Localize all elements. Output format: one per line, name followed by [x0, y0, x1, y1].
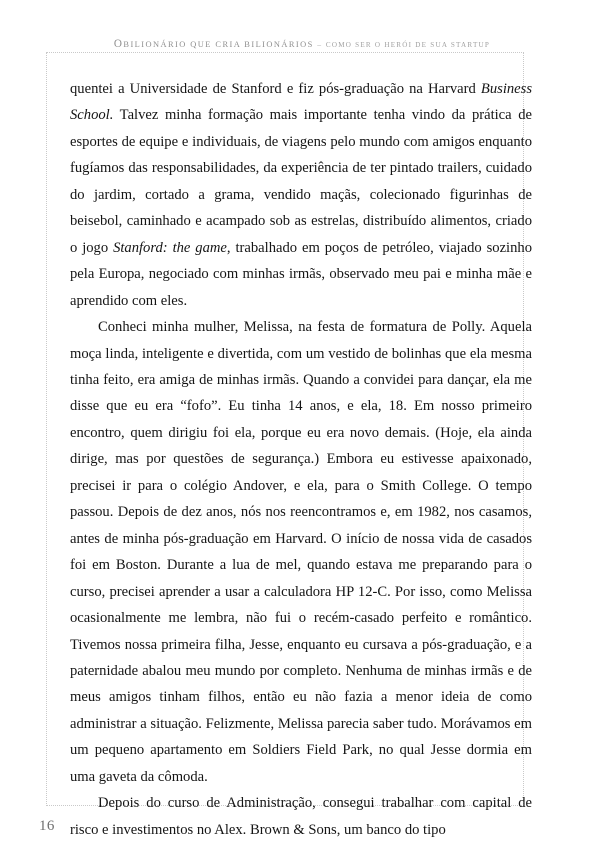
running-head-text [114, 38, 490, 50]
running-head-title: BILIONÁRIO QUE CRIA BILIONÁRIOS [123, 40, 314, 49]
text-run: , trabalhado em poços de petróleo, viajado sozinho pela Europa, negociado com minhas irmãs, observado meu pai e minha mãe e aprendido com eles. [70, 239, 532, 309]
text-run: Talvez minha formação mais importante tenha vindo da prática de esportes de equipe e individuais, de viagens pelo mundo com amigos enquanto fugíamos das responsabilidades, da experiência de ter pintado trailers, cuidado do jardim, cortado a grama, vendido maçãs, colecionado figurinhas de beisebol, caminhado e acampado sob as estrelas, distribuído alimentos, criado o jogo [70, 107, 532, 256]
text-run: Conheci minha mulher, Melissa, na festa de formatura de Polly. Aquela moça linda, inteligente e divertida, com um vestido de bolinhas que ela mesma tinha feito, era amiga de minhas irmãs. Quando a convidei para dançar, ela me disse que eu era “fofo”. Eu tinha 14 anos, e ela, 18. Em nosso primeiro encontro, quem dirigiu foi ela, porque eu era novo demais. (Hoje, ela ainda dirige, mas por questões de segurança.) Embora eu estivesse apaixonado, precisei ir para o colégio Andover, e ela, para o Smith College. O tempo passou. Depois de dez anos, nós nos reencontramos e, em 1982, nos casamos, antes de minha pós-graduação em Harvard. O início de nossa vida de casados foi em Boston. Durante a lua de mel, quando estava me preparando para o curso, precisei aprender a usar a calculadora HP 12-C. Por isso, como Melissa ocasionalmente me lembra, não fui o recém-casado perfeito e romântico. Tivemos nossa primeira filha, Jesse, enquanto eu cursava a pós-graduação, e a paternidade abalou meu mundo por completo. Nenhuma de minhas irmãs e de meus amigos tinham filhos, então eu não fazia a menor ideia de como administrar a situação. Felizmente, Melissa parecia saber tudo. Morávamos em um pequeno apartamento em Soldiers Field Park, no qual Jesse dormia em uma gaveta da cômoda. [70, 319, 532, 785]
para-continued [70, 76, 532, 314]
running-head [0, 34, 604, 52]
italic-run: Stanford: the game [113, 239, 227, 256]
body-text-column [70, 76, 532, 843]
text-run: quentei a Universidade de Stanford e fiz pós-graduação na Harvard [70, 81, 481, 97]
text-run: Depois do curso de Administração, consegui trabalhar com capital de risco e investimentos no Alex. Brown & Sons, um banco do tipo [70, 795, 532, 838]
para-melissa [70, 314, 532, 790]
running-head-subtitle: COMO SER O HERÓI DE SUA STARTUP [325, 41, 491, 49]
italic-run: Business School. [70, 81, 532, 124]
running-head-separator: – [317, 40, 323, 49]
running-head-dropcap: O [113, 38, 124, 50]
para-administracao [70, 790, 532, 843]
page-number: 16 [39, 818, 55, 834]
